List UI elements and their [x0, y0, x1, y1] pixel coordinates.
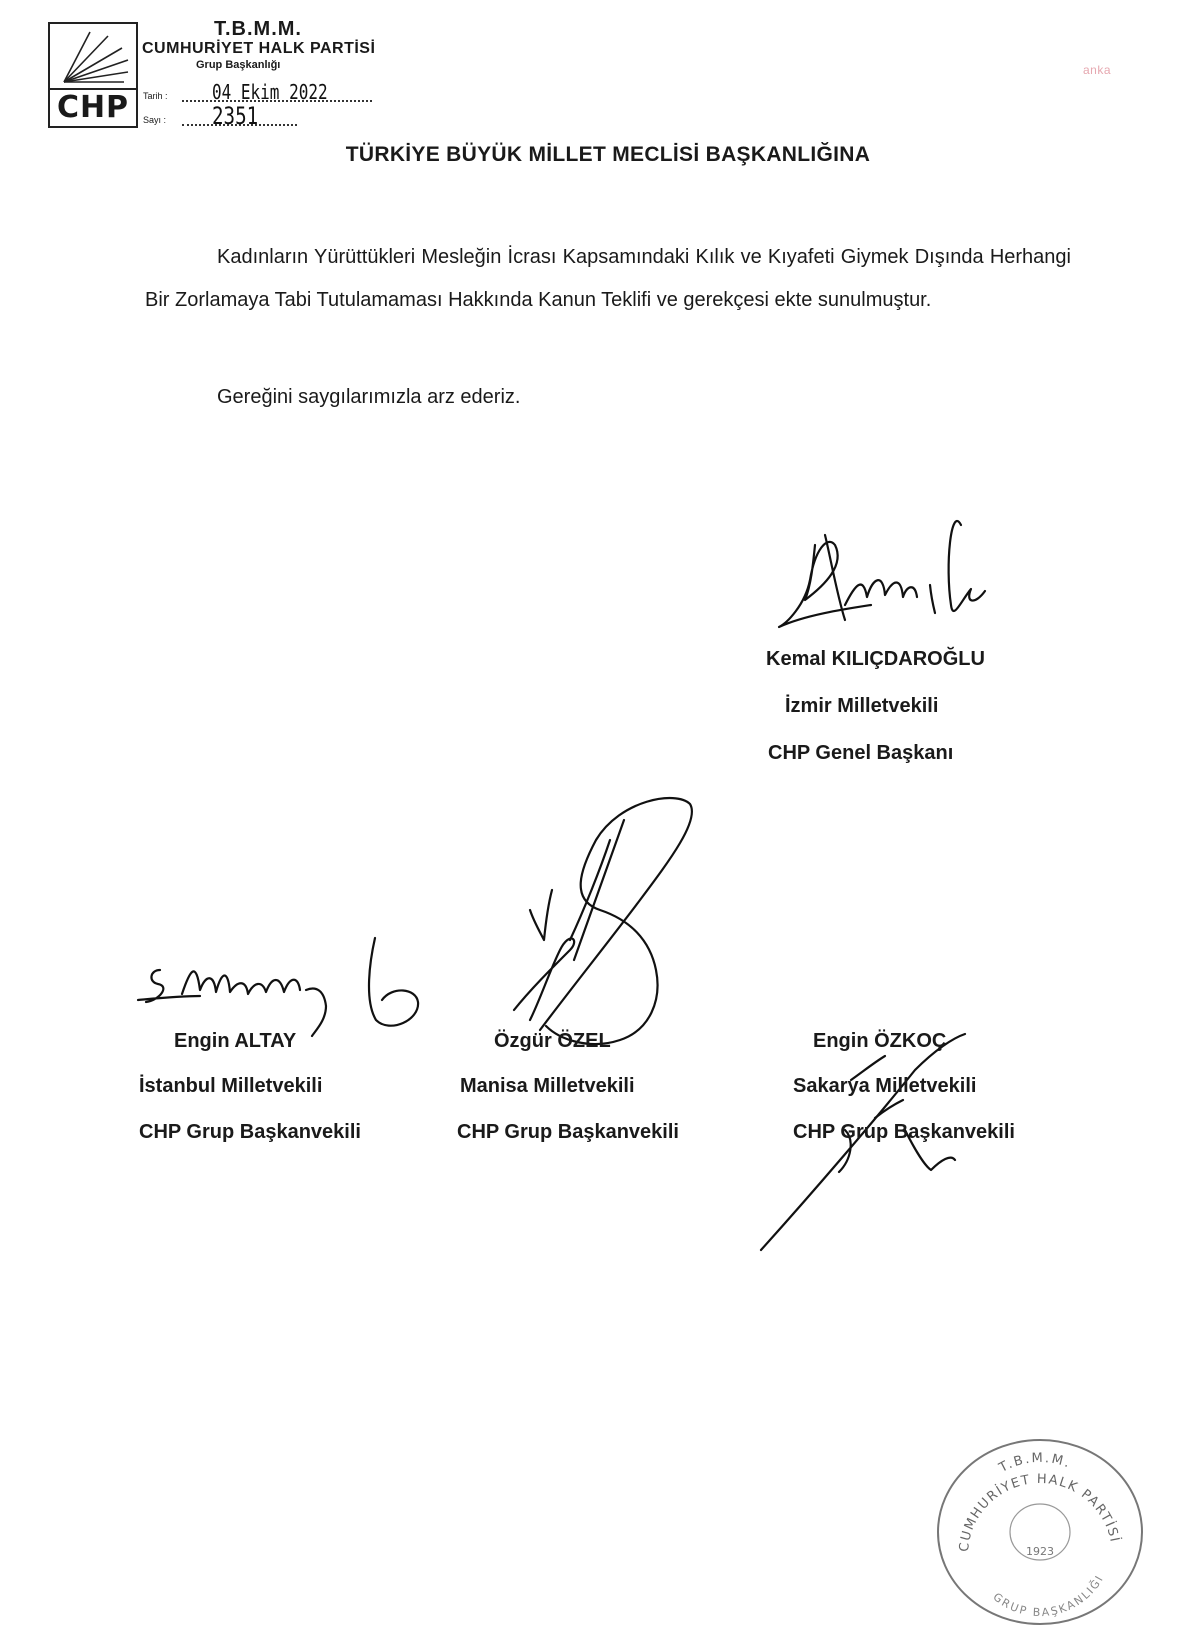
signatory-3-role: CHP Grup Başkanvekili [457, 1121, 679, 1143]
signatory-1-region: İzmir Milletvekili [785, 695, 939, 717]
stamp-org: T.B.M.M. [214, 18, 302, 40]
signatory-2-name: Engin ALTAY [174, 1030, 297, 1052]
stamp-group-name: Grup Başkanlığı [196, 59, 281, 71]
signatory-4-role: CHP Grup Başkanvekili [793, 1121, 1015, 1143]
document-closing: Gereğini saygılarımızla arz ederiz. [217, 386, 521, 408]
stamp-date-label: Tarih : [143, 91, 168, 101]
document-title: TÜRKİYE BÜYÜK MİLLET MECLİSİ BAŞKANLIĞINA [345, 143, 871, 166]
stamp-date-value: 04 Ekim 2022 [212, 80, 328, 104]
signatory-3-region: Manisa Milletvekili [460, 1075, 635, 1097]
signatory-1-name: Kemal KILIÇDAROĞLU [766, 648, 985, 670]
seal-bottom-text: GRUP BAŞKANLIĞI [990, 1572, 1107, 1620]
seal-ring-text: CUMHURİYET HALK PARTİSİ [956, 1471, 1122, 1553]
signatory-4-name: Engin ÖZKOÇ [813, 1030, 947, 1052]
signatory-1-role: CHP Genel Başkanı [768, 742, 954, 764]
signature-ozkoc [755, 1030, 1015, 1260]
party-stamp-logo [48, 22, 138, 128]
signature-kilicdaroglu [775, 505, 995, 655]
document-body: Kadınların Yürüttükleri Mesleğin İcrası Kapsamındaki Kılık ve Kıyafeti Giymek Dışında Herhangi Bir Zorlamaya Tabi Tutulamaması Hakkında Kanun Teklifi ve gerekçesi ekte sunulmuştur. [145, 246, 1071, 311]
round-seal [935, 1437, 1145, 1627]
signatory-4-region: Sakarya Milletvekili [793, 1075, 977, 1097]
signature-altay [130, 930, 430, 1040]
watermark: anka [1083, 63, 1112, 77]
six-arrows-emblem-icon [50, 24, 136, 90]
seal-top-text: T.B.M.M. [996, 1450, 1074, 1476]
signatory-2-role: CHP Grup Başkanvekili [139, 1121, 361, 1143]
stamp-number-value: 2351 [212, 102, 259, 130]
signature-ozel [500, 790, 720, 1050]
stamp-logo-text: CHP [50, 88, 136, 126]
signatory-3-name: Özgür ÖZEL [494, 1030, 611, 1052]
svg-text:CUMHURİYET HALK PARTİSİ [957, 1472, 1123, 1553]
stamp-number-label: Sayı : [143, 115, 167, 125]
seal-year: 1923 [1026, 1545, 1054, 1558]
signatory-2-region: İstanbul Milletvekili [139, 1075, 323, 1097]
stamp-party-name: CUMHURİYET HALK PARTİSİ [142, 40, 376, 57]
